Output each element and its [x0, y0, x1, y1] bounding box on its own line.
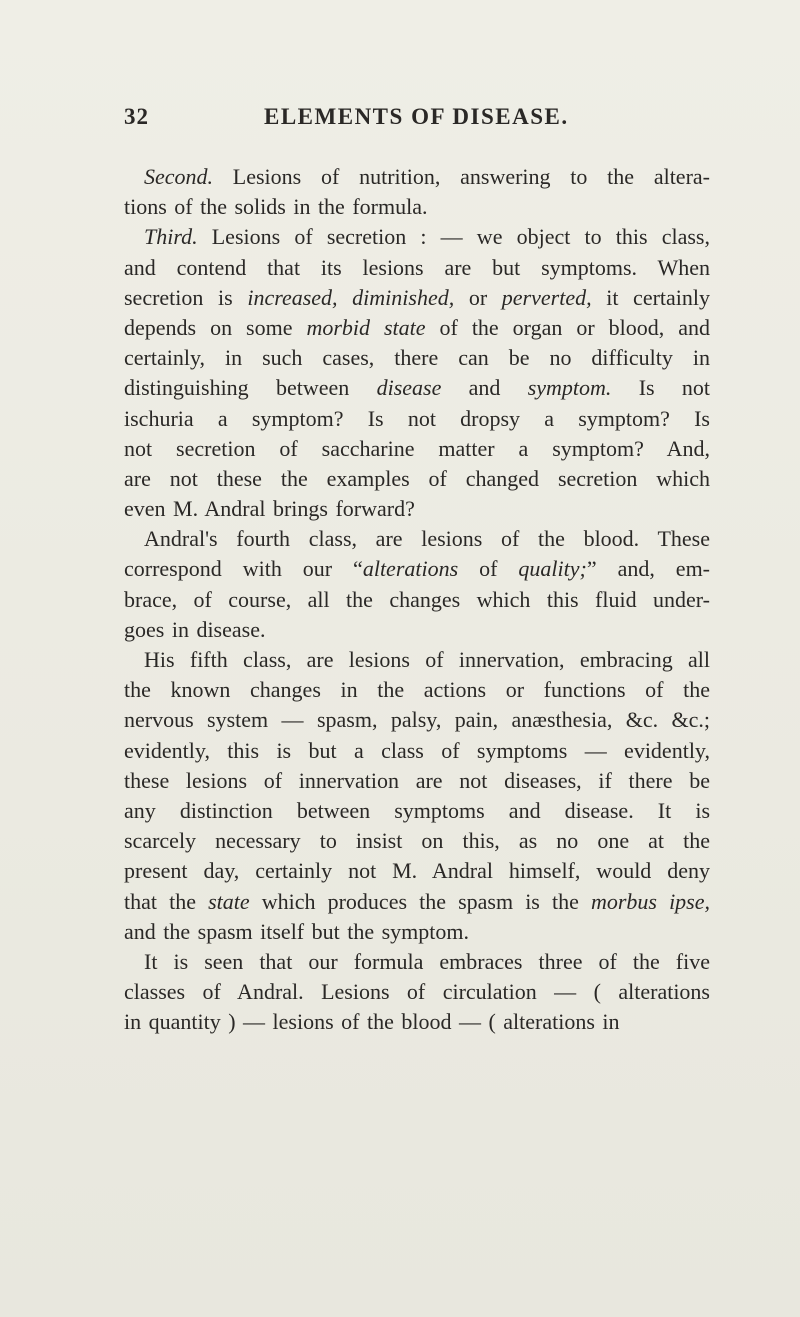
text-run: present day, certainly not M. Andral himself, would deny [124, 858, 710, 884]
italic-text: Third. [144, 224, 198, 250]
text-line [124, 645, 710, 675]
text-run: or [454, 284, 502, 310]
text-run: correspond with our “ [124, 556, 363, 582]
text-run: certainly, in such cases, there can be no difficulty in [124, 345, 710, 371]
italic-text: quality; [518, 556, 587, 582]
paragraph [124, 222, 710, 524]
text-run: of the organ or blood, and [425, 314, 710, 340]
text-run: and [441, 375, 528, 401]
text-run: and contend that its lesions are but symptoms. When [124, 254, 710, 280]
text-run: are not these the examples of changed secretion which [124, 465, 710, 491]
text-run: that the [124, 888, 209, 914]
text-line [124, 434, 710, 464]
text-run: goes in disease. [124, 616, 266, 642]
italic-text: morbid state [306, 314, 426, 340]
text-run: evidently, this is but a class of symptoms — evidently, [124, 737, 710, 763]
text-line [124, 404, 710, 434]
text-line [124, 1007, 710, 1037]
text-line [124, 464, 710, 494]
text-run: of [458, 556, 519, 582]
text-run: depends on some [124, 314, 307, 340]
text-run: the known changes in the actions or functions of the [124, 677, 710, 703]
running-title: ELEMENTS OF DISEASE. [264, 104, 569, 129]
text-line [124, 585, 710, 615]
text-line [124, 705, 710, 735]
text-run: It is seen that our formula embraces three of the five [144, 948, 710, 974]
text-line [124, 222, 710, 252]
text-run: and the spasm itself but the symptom. [124, 918, 470, 944]
text-line [124, 554, 710, 584]
text-line [124, 313, 710, 343]
paragraph [124, 524, 710, 645]
text-line [124, 826, 710, 856]
italic-text: Second. [144, 164, 214, 189]
text-run: distinguishing between [124, 375, 377, 401]
italic-text: disease [376, 375, 442, 401]
paragraph [124, 947, 710, 1038]
italic-text: perverted, [501, 284, 592, 310]
text-run: Is not [611, 375, 711, 401]
text-line [124, 736, 710, 766]
text-run: secretion is [124, 284, 248, 310]
text-line [124, 917, 710, 947]
text-run: ischuria a symptom? Is not dropsy a symptom? Is [124, 405, 710, 431]
body-text [124, 162, 710, 1037]
text-line [124, 766, 710, 796]
text-run: any distinction between symptoms and disease. It is [124, 797, 710, 823]
text-line [124, 796, 710, 826]
text-line [124, 494, 710, 524]
text-line [124, 675, 710, 705]
italic-text: symptom. [527, 375, 612, 401]
text-line [124, 343, 710, 373]
text-line [124, 615, 710, 645]
text-run: scarcely necessary to insist on this, as no one at the [124, 828, 710, 854]
page-header [124, 104, 710, 140]
text-line [124, 887, 710, 917]
text-line [124, 373, 710, 403]
text-run: it certainly [591, 284, 711, 310]
text-run: classes of Andral. Lesions of circulation — ( alterations [124, 979, 710, 1005]
text-line [124, 524, 710, 554]
text-run: tions of the solids in the formula. [124, 194, 428, 220]
text-run: Andral's fourth class, are lesions of the blood. These [144, 526, 710, 552]
text-run: even M. Andral brings forward? [124, 496, 415, 522]
text-run: not secretion of saccharine matter a symptom? And, [124, 435, 710, 461]
text-line [124, 856, 710, 886]
text-run: nervous system — spasm, palsy, pain, anæsthesia, &c. &c.; [124, 707, 710, 733]
text-run: in quantity ) — lesions of the blood — ( alterations in [124, 1009, 620, 1035]
text-line [124, 947, 710, 977]
text-run: His fifth class, are lesions of innervation, embracing all [144, 647, 710, 672]
text-line [124, 162, 710, 192]
text-line [124, 283, 710, 313]
italic-text: state [208, 888, 250, 914]
page-number: 32 [124, 104, 149, 129]
paragraph [124, 645, 710, 947]
italic-text: morbus ipse, [590, 888, 711, 914]
paragraph [124, 162, 710, 222]
text-run: Lesions of nutrition, answering to the altera- [213, 164, 710, 189]
text-run: these lesions of innervation are not diseases, if there be [124, 767, 710, 793]
italic-text: increased, diminished, [247, 284, 455, 310]
text-run: brace, of course, all the changes which this fluid under- [124, 586, 710, 612]
text-line [124, 253, 710, 283]
text-line [124, 977, 710, 1007]
italic-text: alterations [362, 556, 459, 582]
text-run: which produces the spasm is the [249, 888, 591, 914]
text-line [124, 192, 710, 222]
text-run: ” and, em- [586, 556, 711, 582]
text-run: Lesions of secretion : — we object to this class, [197, 224, 710, 250]
